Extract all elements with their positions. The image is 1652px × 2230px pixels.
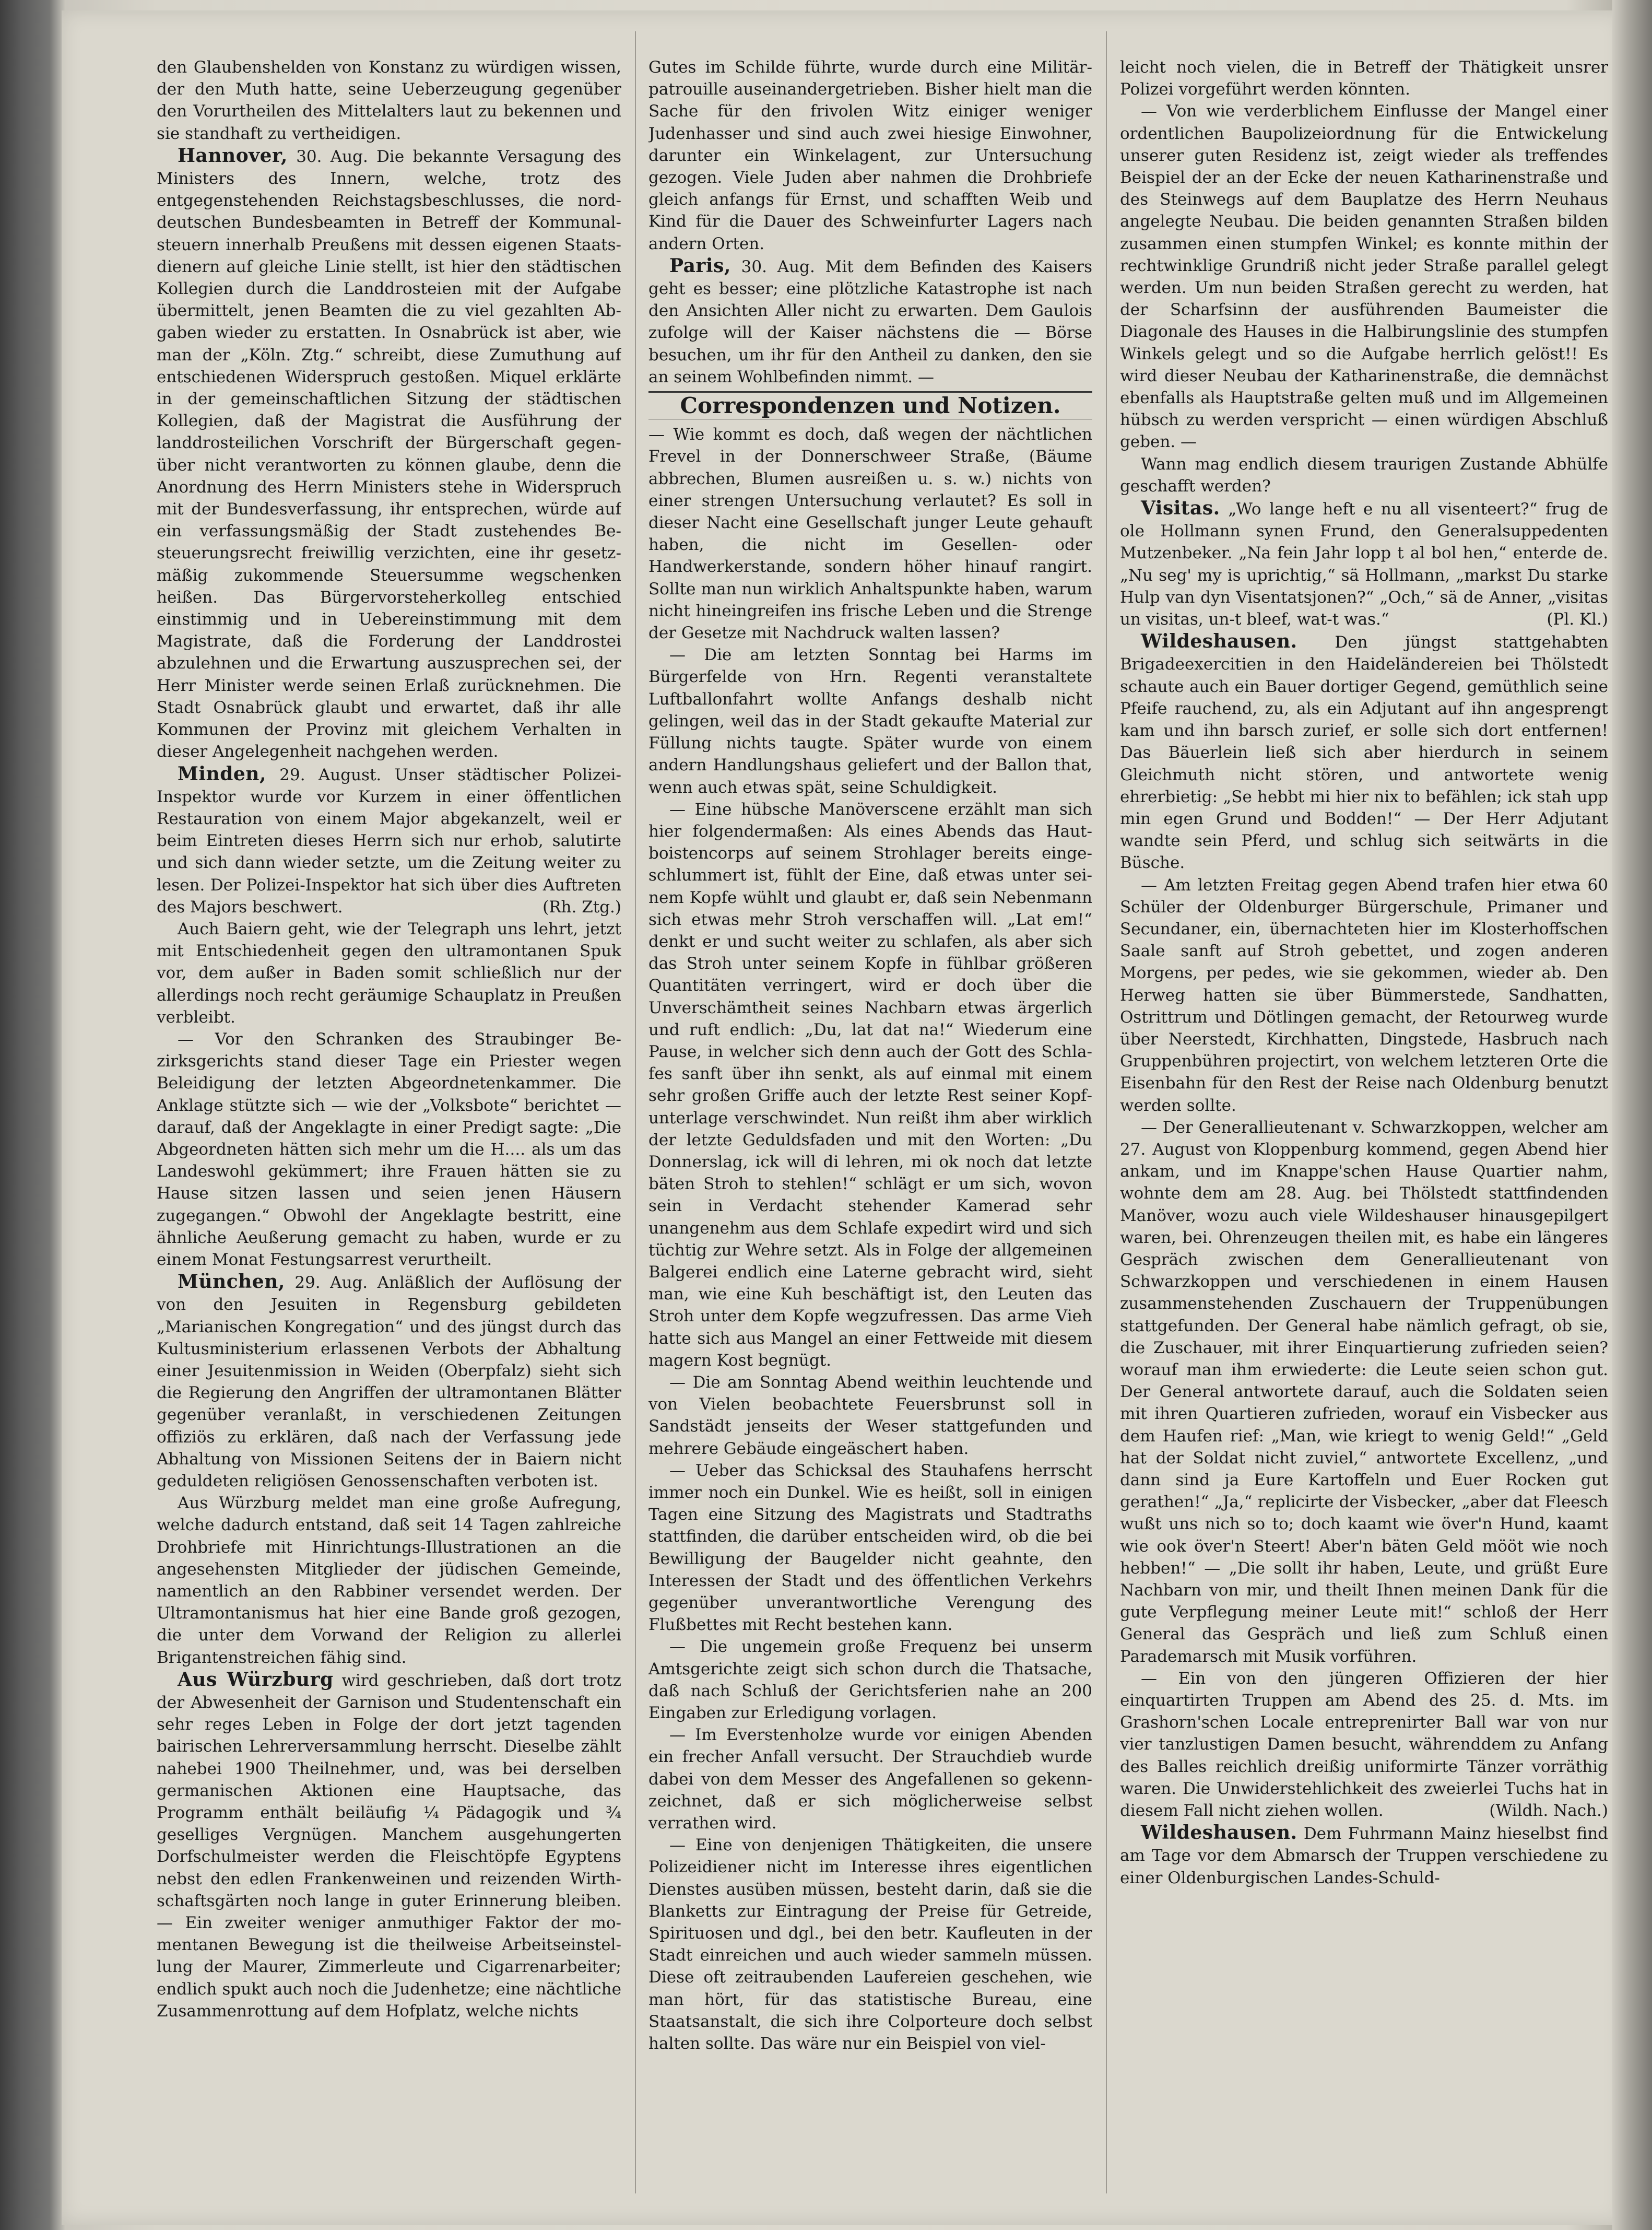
paragraph-text: 29. August. Unser städtischer Polizei-Inspektor wurde vor Kurzem in einer öffentlichen Restauration von einem Major abgekanzelt, weil er beim Eintreten dieses Herrn sich nur erhob, salutirte und sich dann wieder setzte, um die Zeitung weiter zu lesen. Der Polizei-Inspektor hat sich über dies Auftreten des Majors beschwert. xyxy=(157,765,621,917)
paragraph-text: den Glaubenshelden von Konstanz zu würdigen wissen, der den Muth hatte, seine Ueberzeugung gegenüber den Vorurtheilen des Mittelalters laut zu bekennen und sie standhaft zu vertheidigen. xyxy=(157,58,621,143)
paragraph-text: Dem Fuhrmann Mainz hieselbst find am Tage vor dem Abmarsch der Truppen verschiedene zu einer Oldenburgischen Landes-Schuld- xyxy=(1120,1824,1608,1887)
paragraph-text: — Eine von denjenigen Thätigkeiten, die unsere Polizeidiener nicht im Interesse ihres eigentlichen Dienstes ausüben müssen, besteht darin, daß sie die Blanketts zur Eintragung der Preise für Getreide, Spirituosen und dgl., bei den betr. Kaufleuten in der Stadt einreichen und auch wieder sammeln müssen. Diese oft zeitraubenden Laufereien geschehen, wie man hört, für das statistische Bureau, eine Staatsanstalt, die sich ihre Colporteure doch selbst halten sollte. Das wäre nur ein Beispiel von viel- xyxy=(648,1836,1092,2053)
paragraph-text: — Eine hübsche Manöverscene erzählt man sich hier folgendermaßen: Als eines Abends das Hautboistencorps auf seinem Strohlager bereits eingeschlummert ist, fühlt der Eine, daß etwas unter seinem Kopfe wühlt und glaubt er, daß sein Nebenmann sich etwas mehr Stroh verschaffen will. „Lat em!“ denkt er und sucht weiter zu schlafen, als aber sich das Stroh unter seinem Kopfe in fühlbar größeren Quantitäten verringert, wird er doch über die Unverschämtheit seines Nachbarn etwas ärgerlich und ruft endlich: „Du, lat dat na!“ Wiederum eine Pause, in welcher sich denn auch der Gott des Schlafes sanft über ihn senkt, als auf einmal mit einem sehr großen Griffe auch der letzte Rest seiner Kopfunterlage verschwindet. Nun reißt ihm aber wirklich der letzte Geduldsfaden und mit den Worten: „Du Donnerslag, ick will di lehren, mi ok noch dat letzte bäten Stroh to stehlen!“ schlägt er um sich, wovon sein in Verdacht stehender Kamerad sehr unangenehm aus dem Schlafe expedirt wird und sich tüchtig zur Wehre setzt. Als in Folge der allgemeinen Balgerei endlich eine Laterne gebracht wird, sieht man, wie eine Kuh beschäftigt ist, den Leuten das Stroh unter dem Kopfe wegzufressen. Das arme Vieh hatte sich aus Mangel an einer Fettweide mit diesem magern Kost begnügt. xyxy=(648,800,1092,1370)
paragraph-text: leicht noch vielen, die in Betreff der Thätigkeit unsrer Polizei vorgeführt werden könnten. xyxy=(1120,58,1608,99)
article-paragraph xyxy=(157,918,621,1028)
source-citation: (Rh. Ztg.) xyxy=(542,897,621,917)
paragraph-text: Auch Baiern geht, wie der Telegraph uns lehrt, jetzt mit Entschiedenheit gegen den ultramontanen Spuk vor, dem außer in Baden somit schließlich nur der allerdings noch recht geräumige Schauplatz in Preußen verbleibt. xyxy=(157,919,621,1027)
dateline-keyword: Wildeshausen. xyxy=(1141,630,1297,653)
article-paragraph xyxy=(157,1669,621,2022)
paragraph-text: — Der Generallieutenant v. Schwarzkoppen, welcher am 27. August von Kloppenburg kommend, gegen Abend hier ankam, und im Knappe'schen Hause Quartier nahm, wohnte dem am 28. Aug. bei Thölstedt stattfindenden Manöver, wozu auch viele Wildeshauser hinausgepilgert waren, bei. Ohrenzeugen theilen mit, es habe ein längeres Gespräch zwischen dem Generallieutenant von Schwarzkoppen und verschiedenen in einem Hausen zusammenstehenden Zuschauern der Truppenübungen stattgefunden. Der General habe nämlich gefragt, ob sie, die Zuschauer, mit ihrer Einquartierung zufrieden seien? worauf man ihm erwiederte: die Leute seien schon gut. Der General antwortete darauf, auch die Soldaten seien mit ihren Quartieren zufrieden, worauf ein Visbecker aus dem Haufen rief: „Man, wie kriegt to wenig Geld!“ „Geld hat der Soldat nicht zuviel,“ antwortete Excellenz, „und dann sind ja Eure Kartoffeln und Euer Rocken gut gerathen!“ „Ja,“ replicirte der Visbecker, „aber dat Fleesch wußt uns nich so to; doch kaamt wie över'n Hund, kaamt wie ook över'n Steert! Aber'n bäten Geld mööt wie noch hebben!“ — „Die sollt ihr haben, Leute, und grüßt Eure Nachbarn von mir, und theilt Ihnen meinen Dank für die gute Verpflegung meiner Leute mit!“ schloß der Herr General das Gespräch und ließ zum Schluß einen Parademarsch mit Musik vorführen. xyxy=(1120,1118,1608,1666)
column-rule xyxy=(1106,31,1107,2193)
article-paragraph xyxy=(157,763,621,918)
article-paragraph xyxy=(157,56,621,145)
article-paragraph xyxy=(648,1460,1092,1636)
page-edge xyxy=(1612,0,1652,2230)
paragraph-text: 29. Aug. Anläßlich der Auflösung der von den Jesuiten in Regensburg gebildeten „Marianischen Kongregation“ und des jüngst durch das Kultusministerium erlassenen Verbots der Abhaltung einer Jesuitenmission in Weiden (Oberpfalz) sieht sich die Regierung den Angriffen der ultramontanen Blätter gegenüber veranlaßt, in verschiedenen Zeitungen offiziös zu erklären, daß nach der Verfassung jede Abhaltung von Missionen Seitens der in Baiern nicht geduldeten religiösen Genossenschaften verboten ist. xyxy=(157,1273,621,1490)
article-paragraph xyxy=(1120,1822,1608,1889)
paragraph-text: Wann mag endlich diesem traurigen Zustande Abhülfe geschafft werden? xyxy=(1120,454,1608,496)
source-citation: (Pl. Kl.) xyxy=(1547,610,1608,629)
article-paragraph xyxy=(648,1724,1092,1834)
paragraph-text: — Die ungemein große Frequenz bei unserm Amtsgerichte zeigt sich schon durch die Thatsache, daß nach Schluß der Gerichtsferien nahe an 200 Eingaben zur Erledigung vorlagen. xyxy=(648,1637,1092,1723)
column-rule xyxy=(635,31,636,2193)
column-2 xyxy=(648,56,1092,2198)
paragraph-text: Den jüngst stattgehabten Brigadeexercitien in den Haideländereien bei Thölstedt schaute auch ein Bauer dortiger Gegend, gemüthlich seine Pfeife rauchend, zu, als ein Adjutant auf ihn angesprengt kam und ihn barsch zurief, er solle sich dort entfernen! Das Bäuerlein ließ sich aber hierdurch in seinem Gleichmuth nicht stören, und antwortete wenig ehrerbietig: „Se hebbt mi hier nix to befählen; ick stah upp min egen Grund und Bodden!“ — Der Herr Adjutant wandte sein Pferd, und schlug sich seitwärts in die Büsche. xyxy=(1120,633,1608,873)
article-paragraph xyxy=(648,1636,1092,1724)
article-paragraph xyxy=(648,255,1092,388)
paragraph-text: — Wie kommt es doch, daß wegen der nächtlichen Frevel in der Donnerschweer Straße, (Bäume abbrechen, Blumen ausreißen u. s. w.) nichts von einer strengen Untersuchung verlautet? Es soll in dieser Nacht eine Gesellschaft junger Leute gehauft haben, die nicht im Gesellen- oder Handwerkerstande, sondern höher hinauf rangirt. Sollte man nun wirklich Anhaltspunkte haben, warum nicht hineingreifen ins frische Leben und die Strenge der Gesetze mit Nachdruck walten lassen? xyxy=(648,425,1092,643)
article-paragraph xyxy=(1120,1117,1608,1668)
article-paragraph xyxy=(648,644,1092,798)
article-paragraph xyxy=(1120,1668,1608,1822)
article-paragraph xyxy=(157,1492,621,1669)
article-paragraph xyxy=(1120,56,1608,100)
paragraph-text: — Die am letzten Sonntag bei Harms im Bürgerfelde von Hrn. Regenti veranstaltete Luftballonfahrt wollte Anfangs deshalb nicht gelingen, weil das in der Stadt gekaufte Material zur Füllung nichts taugte. Später wurde von einem andern Handlungshaus geliefert und der Ballon that, wenn auch etwas spät, seine Schuldigkeit. xyxy=(648,645,1092,797)
article-paragraph xyxy=(157,145,621,763)
paragraph-text: — Vor den Schranken des Straubinger Bezirksgerichts stand dieser Tage ein Priester wegen Beleidigung der letzten Abgeordnetenkammer. Die Anklage stützte sich — wie der „Volksbote“ berichtet — darauf, daß der Angeklagte in einer Predigt sagte: „Die Abgeordneten hätten sich mehr um die H.... als um das Landeswohl gekümmert; ihre Frauen hätten sie zu Hause sitzen lassen und seien jenen Häusern zugegangen.“ Obwohl der Angeklagte bestritt, eine ähnliche Aeußerung gemacht zu haben, wurde er zu einem Monat Festungsarrest verurtheilt. xyxy=(157,1029,621,1269)
article-paragraph xyxy=(648,424,1092,644)
article-paragraph xyxy=(1120,497,1608,630)
article-paragraph xyxy=(157,1028,621,1271)
paragraph-text: — Ein von den jüngeren Offizieren der hier einquartirten Truppen am Abend des 25. d. Mts. im Grashorn'schen Locale entreprenirter Ball war von nur vier tanzlustigen Damen besucht, währenddem zu Anfang des Balles reichlich dreißig uniformirte Tänzer vorräthig waren. Die Unwiderstehlichkeit des zweierlei Tuchs hat in diesem Fall nicht ziehen wollen. xyxy=(1120,1669,1608,1821)
article-paragraph xyxy=(1120,100,1608,453)
article-paragraph xyxy=(648,1371,1092,1460)
paragraph-text: — Ueber das Schicksal des Stauhafens herrscht immer noch ein Dunkel. Wie es heißt, soll in einigen Tagen eine Sitzung des Magistrats und Stadtraths stattfinden, die darüber entscheiden wird, ob die bei Bewilligung der Baugelder nicht geahnte, den Interessen der Stadt und des öffentlichen Verkehrs gegenüber unverantwortliche Verengung des Flußbettes mit Recht bestehen kann. xyxy=(648,1461,1092,1635)
article-paragraph xyxy=(648,56,1092,255)
article-paragraph xyxy=(648,1834,1092,2055)
article-paragraph xyxy=(1120,874,1608,1117)
paragraph-text: — Die am Sonntag Abend weithin leuchtende und von Vielen beobachtete Feuersbrunst soll in Sandstädt jenseits der Weser stattgefunden und mehrere Gebäude eingeäschert haben. xyxy=(648,1372,1092,1458)
dateline-keyword: Hannover, xyxy=(178,144,288,167)
dateline-keyword: Minden, xyxy=(178,762,266,785)
article-paragraph xyxy=(1120,453,1608,497)
paragraph-text: „Wo lange heft e nu all visenteert?“ frug de ole Hollmann synen Frund, den Generalsuppedenten Mutzenbeker. „Na fein Jahr lopp t al bol hen,“ enterde de. „Nu seg' my is uprichtig,“ sä Hollmann, „markst Du starke Hulp van dyn Visentatsjonen?“ „Och,“ sä de Anner, „visitas un visitas, un-t bleef, wat-t was.“ xyxy=(1120,500,1608,629)
paragraph-text: — Am letzten Freitag gegen Abend trafen hier etwa 60 Schüler der Oldenburger Bürgerschule, Primaner und Secundaner, ein, übernachteten hier im Klosterhoffschen Saale sanft auf Stroh gebettet, und zogen anderen Morgens, per pedes, wie sie gekommen, wieder ab. Den Herweg hatten sie über Bümmerstede, Sandhatten, Ostrittrum und Dötlingen gemacht, der Retourweg wurde über Neerstedt, Kirchhatten, Dingstede, Hasbruch nach Gruppenbühren projectirt, von welchem letzteren Orte die Eisenbahn für den Rest der Reise nach Oldenburg benutzt werden sollte. xyxy=(1120,875,1608,1115)
column-1 xyxy=(157,56,621,2198)
article-paragraph xyxy=(157,1271,621,1492)
dateline-keyword: Paris, xyxy=(669,254,731,277)
article-paragraph xyxy=(648,799,1092,1371)
dateline-keyword: Wildeshausen. xyxy=(1141,1822,1297,1844)
column-3 xyxy=(1120,56,1608,2198)
paragraph-text: 30. Aug. Mit dem Befinden des Kaisers geht es besser; eine plötzliche Katastrophe ist nach den Ansichten Aller nicht zu erwarten. Dem Gaulois zufolge will der Kaiser nächstens die — Börse besuchen, um ihr für den Antheil zu danken, den sie an seinem Wohlbefinden nimmt. — xyxy=(648,257,1092,386)
dateline-keyword: Visitas. xyxy=(1141,497,1220,520)
paragraph-text: Aus Würzburg meldet man eine große Aufregung, welche dadurch entstand, daß seit 14 Tagen zahlreiche Drohbriefe mit Hinrichtungs-Illustrationen an die angesehensten Mitglieder der jüdischen Gemeinde, namentlich an den Rabbiner versendet werden. Der Ultramontanismus hat hier eine Bande groß gezogen, die unter dem Vorwand der Religion zu allerlei Brigantenstreichen fähig sind. xyxy=(157,1494,621,1667)
paragraph-text: Gutes im Schilde führte, wurde durch eine Militärpatrouille auseinandergetrieben. Bisher hielt man die Sache für den frivolen Witz einiger weniger Judenhasser und sind auch zwei hiesige Einwohner, darunter ein Winkelagent, zur Untersuchung gezogen. Viele Juden aber nahmen die Drohbriefe gleich anfangs für Ernst, und schafften Weib und Kind für die Dauer des Schweinfurter Lagers nach andern Orten. xyxy=(648,58,1092,253)
paragraph-text: — Von wie verderblichem Einflusse der Mangel einer ordentlichen Baupolizeiordnung für die Entwickelung unserer guten Residenz ist, zeigt wieder als treffendes Beispiel der an der Ecke der neuen Katharinenstraße und des Steinwegs auf dem Bauplatze des Herrn Neuhaus angelegte Neubau. Die beiden genannten Straßen bilden zusammen einen stumpfen Winkel; es konnte mithin der rechtwinklige Grundriß nicht jeder Straße parallel gelegt werden. Um nun beiden Straßen gerecht zu werden, hat der Scharfsinn der ausführenden Baumeister die Diagonale des Hauses in die Halbirungslinie des stumpfen Winkels gelegt und so die Aufgabe herrlich gelöst!! Es wird dieser Neubau der Katharinenstraße, die demnächst ebenfalls als Hauptstraße gelten muß und im Allgemeinen hübsch zu werden verspricht — einen würdigen Abschluß geben. — xyxy=(1120,102,1608,452)
dateline-keyword: München, xyxy=(178,1271,285,1293)
paragraph-text: 30. Aug. Die bekannte Versagung des Ministers des Innern, welche, trotz des entgegenstehenden Reichstagsbeschlusses, die norddeutschen Bundesbeamten in Betreff der Kommunalsteuern innerhalb Preußens mit dessen eigenen Staatsdienern auf gleiche Linie stellt, ist hier den städtischen Kollegien durch die Landdrosteien mit der Aufgabe übermittelt, jenen Beamten die zu viel gezahlten Abgaben wieder zu erstatten. In Osnabrück ist aber, wie man der „Köln. Ztg.“ schreibt, diese Zumuthung auf entschiedenen Widerspruch gestoßen. Miquel erklärte in der gemeinschaftlichen Sitzung der städtischen Kollegien, daß der Magistrat die Ausführung der landdrosteilichen Vorschrift der Bürgerschaft gegenüber nicht verantworten zu können glaube, denn die Anordnung des Herrn Ministers stehe in Widerspruch mit der Bundesverfassung, ihr entsprechen, würde auf ein verfassungsmäßig der Stadt zustehendes Besteuerungsrecht freiwillig verzichten, eine ihr gesetzmäßig zukommende Steuersumme wegschenken heißen. Das Bürgervorsteherkolleg entschied einstimmig und in Uebereinstimmung mit dem Magistrate, daß die Forderung der Landdrostei abzulehnen und die Erwartung auszusprechen sei, der Herr Minister werde seinen Erlaß zurücknehmen. Die Stadt Osnabrück glaubt und erwartet, daß ihr alle Kommunen der Provinz mit gleichem Verhalten in dieser Angelegenheit nachgehen werden. xyxy=(157,147,621,761)
source-citation: (Wildh. Nach.) xyxy=(1489,1801,1608,1821)
section-heading: Correspondenzen und Notizen. xyxy=(648,391,1092,419)
paragraph-text: wird geschrieben, daß dort trotz der Abwesenheit der Garnison und Studentenschaft ein sehr reges Leben in Folge der dort jetzt tagenden bairischen Lehrerversammlung herrscht. Dieselbe zählt nahebei 1900 Theilnehmer, und, was bei derselben germanischen Aktionen eine Hauptsache, das Programm enthält beiläufig ¼ Pädagogik und ¾ geselliges Vergnügen. Manchem ausgehungerten Dorfschulmeister werden die Fleischtöpfe Egyptens nebst den edlen Frankenweinen und reizenden Wirthschaftsgärten noch lange in guter Erinnerung bleiben. — Ein zweiter weniger anmuthiger Faktor der momentanen Bewegung ist die theilweise Arbeitseinstellung der Maurer, Zimmerleute und Cigarrenarbeiter; endlich spukt auch noch die Judenhetze; eine nächtliche Zusammenrottung auf dem Hofplatz, welche nichts xyxy=(157,1671,621,2021)
article-paragraph xyxy=(1120,630,1608,874)
dateline-keyword: Aus Würzburg xyxy=(178,1668,334,1691)
paragraph-text: — Im Everstenholze wurde vor einigen Abenden ein frecher Anfall versucht. Der Strauchdieb wurde dabei von dem Messer des Angefallenen so gekennzeichnet, daß er sich möglicherweise selbst verrathen wird. xyxy=(648,1726,1092,1833)
